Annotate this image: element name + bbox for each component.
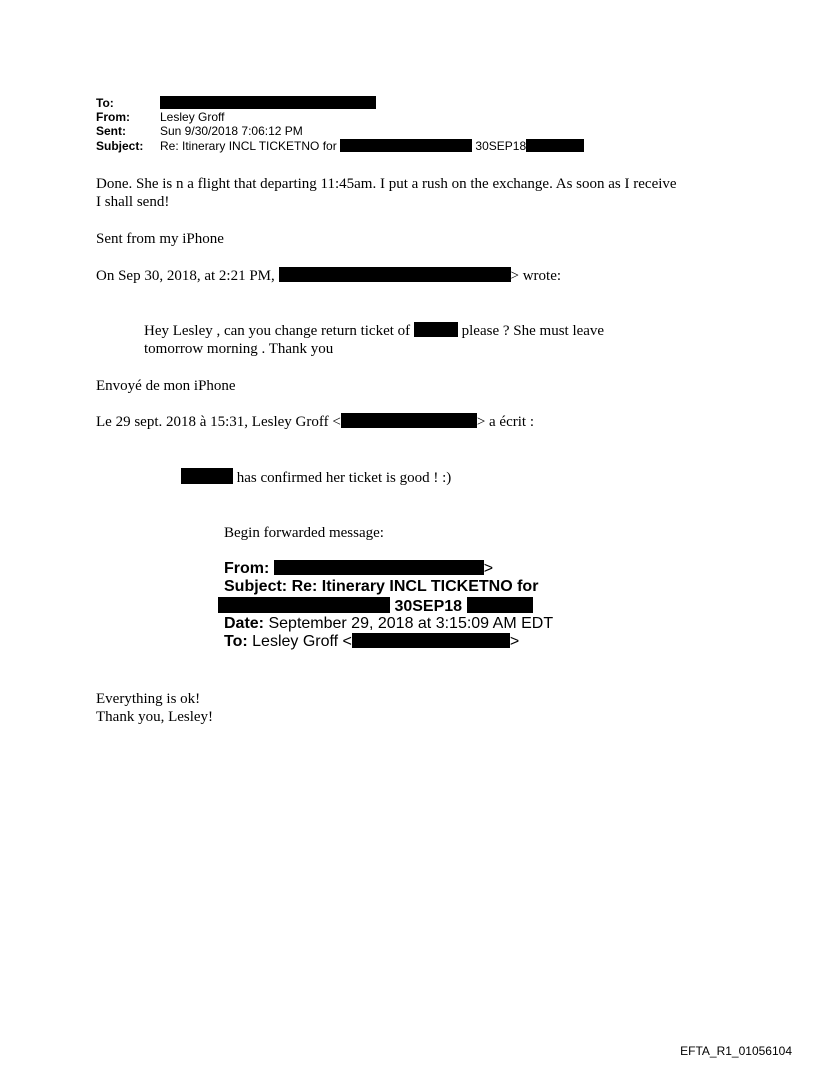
sent-value: Sun 9/30/2018 7:06:12 PM: [160, 124, 303, 138]
subject-prefix: Re: Itinerary INCL TICKETNO for: [160, 139, 337, 153]
quote1-body-prefix: Hey Lesley , can you change return ticket of: [144, 323, 411, 339]
forwarded-from-label: From:: [224, 560, 270, 577]
quote1-body-suffix: please ? She must leave: [461, 323, 605, 339]
from-value: Lesley Groff: [160, 110, 225, 124]
forwarded-subject: [224, 578, 538, 596]
forwarded-intro: Begin forwarded message:: [224, 525, 384, 541]
redaction-block: [274, 560, 484, 575]
quote1-signature: Envoyé de mon iPhone: [96, 378, 236, 394]
forwarded-date: [224, 615, 553, 633]
redaction-block: [340, 139, 472, 152]
forwarded-date-value: September 29, 2018 at 3:15:09 AM EDT: [268, 615, 554, 632]
document-id: EFTA_R1_01056104: [680, 1044, 792, 1058]
forwarded-to-suffix: >: [509, 633, 520, 650]
forwarded-from-suffix: >: [483, 560, 494, 577]
quote1-body-line-1: [144, 322, 604, 340]
quote2-body-suffix: has confirmed her ticket is good ! :): [236, 470, 452, 486]
quote2-intro: [96, 413, 534, 431]
forwarded-to: [224, 633, 519, 651]
sent-label: Sent:: [96, 124, 126, 138]
redaction-block: [341, 413, 477, 428]
quote2-intro-prefix: Le 29 sept. 2018 à 15:31, Lesley Groff <: [96, 414, 341, 430]
quote1-intro-prefix: On Sep 30, 2018, at 2:21 PM,: [96, 268, 275, 284]
redaction-block: [218, 597, 390, 613]
forwarded-subject-text: Re: Itinerary INCL TICKETNO for: [291, 578, 539, 595]
message-signature: Sent from my iPhone: [96, 231, 224, 247]
forwarded-date-label: Date:: [224, 615, 265, 632]
subject-date: 30SEP18: [475, 139, 527, 153]
forwarded-subject-date: 30SEP18: [394, 598, 463, 615]
redaction-block: [467, 597, 533, 613]
quote2-body: [181, 468, 451, 487]
quote1-body-line-2: tomorrow morning . Thank you: [144, 341, 334, 357]
quote1-intro-suffix: > wrote:: [510, 268, 562, 284]
quote1-intro: [96, 267, 561, 285]
redaction-block: [279, 267, 511, 282]
to-value: [160, 96, 376, 110]
forwarded-subject-line-2: [218, 597, 533, 616]
forwarded-to-value: Lesley Groff <: [252, 633, 352, 650]
closing-line-2: Thank you, Lesley!: [96, 709, 214, 725]
email-header: [96, 96, 656, 156]
forwarded-from: [224, 560, 493, 578]
redaction-block: [414, 322, 458, 337]
redaction-block: [160, 96, 376, 109]
subject-value: [160, 139, 584, 153]
forwarded-to-label: To:: [224, 633, 248, 650]
quote2-intro-suffix: > a écrit :: [476, 414, 534, 430]
from-label: From:: [96, 110, 130, 124]
subject-label: Subject:: [96, 139, 144, 153]
forwarded-subject-label: Subject:: [224, 578, 288, 595]
redaction-block: [181, 468, 233, 484]
to-label: To:: [96, 96, 114, 110]
redaction-block: [526, 139, 584, 152]
closing-line-1: Everything is ok!: [96, 691, 201, 707]
message-line-2: I shall send!: [96, 194, 170, 210]
message-line-1: Done. She is n a flight that departing 11:45am. I put a rush on the exchange. As soon as I receive: [96, 176, 677, 192]
redaction-block: [352, 633, 510, 648]
